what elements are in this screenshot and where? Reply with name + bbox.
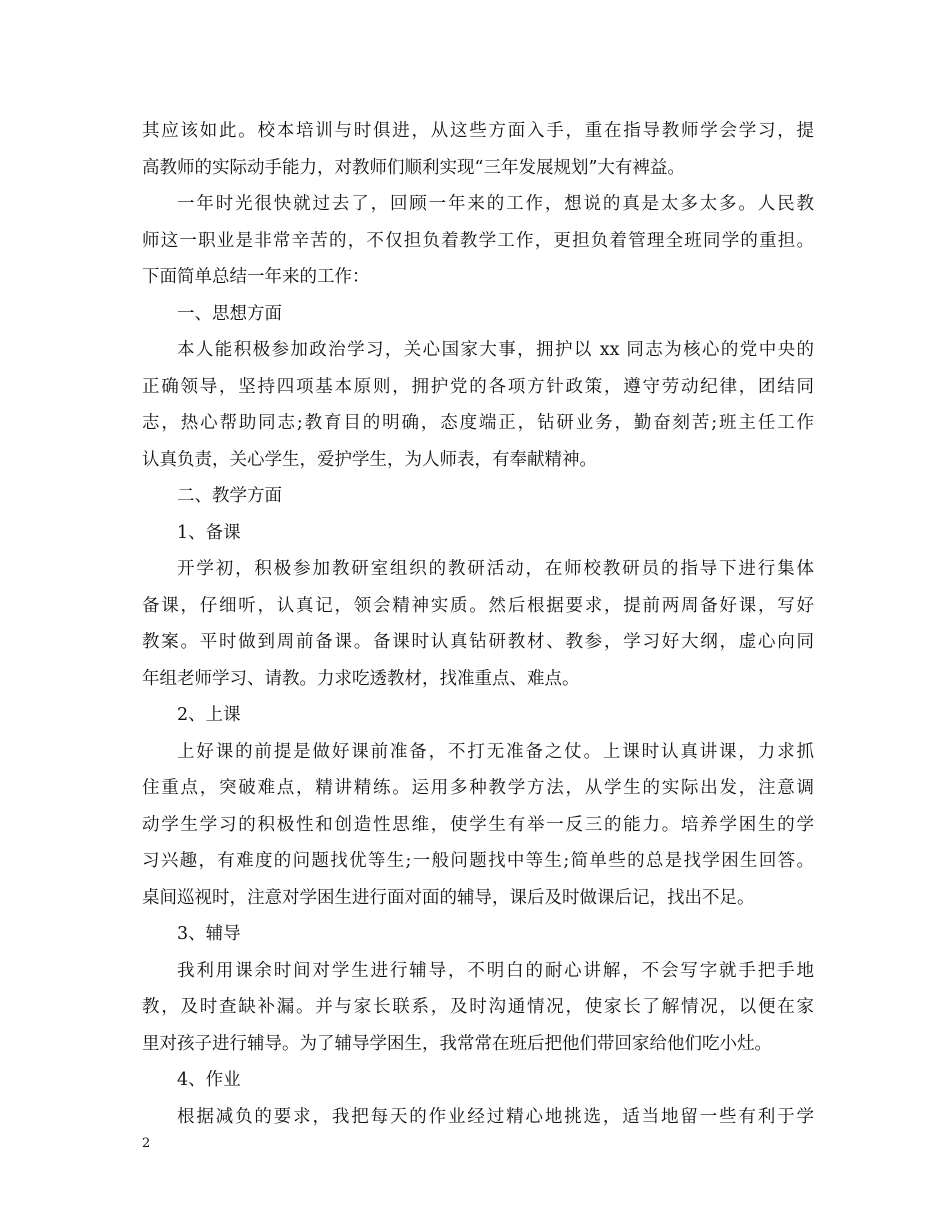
subheading-tutoring: [142, 916, 814, 953]
paragraph-ideology: [142, 332, 814, 478]
text-line: 教，及时查缺补漏。并与家长联系，及时沟通情况，使家长了解情况，以便在家: [142, 997, 814, 1017]
text-line: 上好课的前提是做好课前准备，不打无准备之仗。上课时认真讲课，力求抓: [177, 741, 814, 762]
text-line: 下面简单总结一年来的工作：: [142, 267, 370, 287]
text-line: 师这一职业是非常辛苦的，不仅担负着教学工作，更担负着管理全班同学的重担。: [142, 230, 814, 251]
text-line: 其应该如此。校本培训与时俱进，从这些方面入手，重在指导教师学会学习，提: [142, 121, 814, 141]
text-line: 动学生学习的积极性和创造性思维，使学生有举一反三的能力。培养学困生的学: [142, 814, 814, 835]
heading-line: 1、备课: [177, 522, 241, 543]
heading-line: 4、作业: [177, 1070, 241, 1090]
text-line: 高教师的实际动手能力，对教师们顺利实现“三年发展规划”大有裨益。: [142, 157, 685, 178]
text-line: 住重点，突破难点，精讲精练。运用多种教学方法，从学生的实际出发，注意调: [142, 778, 814, 798]
section-heading-ideology: [142, 296, 814, 333]
paragraph-class: [142, 734, 814, 917]
text-line: 里对孩子进行辅导。为了辅导学困生，我常常在班后把他们带回家给他们吃小灶。: [142, 1033, 772, 1054]
paragraph-lesson-prep: [142, 551, 814, 697]
text-line: 备课，仔细听，认真记，领会精神实质。然后根据要求，提前两周备好课，写好: [142, 595, 814, 616]
heading-line: 2、上课: [177, 705, 241, 725]
text-line: 一年时光很快就过去了，回顾一年来的工作，想说的真是太多太多。人民教: [177, 194, 814, 214]
paragraph-tutoring: [142, 953, 814, 1063]
paragraph-continuation: [142, 113, 814, 186]
paragraph-intro: [142, 186, 814, 296]
text-line: 根据减负的要求，我把每天的作业经过精心地挑选，适当地留一些有利于学: [177, 1106, 814, 1127]
text-line: 志，热心帮助同志;教育目的明确，态度端正，钻研业务，勤奋刻苦;班主任工作: [142, 413, 814, 433]
text-line: 桌间巡视时，注意对学困生进行面对面的辅导，课后及时做课后记，找出不足。: [142, 887, 755, 908]
heading-line: 一、思想方面: [177, 303, 282, 324]
text-line: 本人能积极参加政治学习，关心国家大事，拥护以 xx 同志为核心的党中央的: [177, 340, 814, 360]
text-line: 我利用课余时间对学生进行辅导，不明白的耐心讲解，不会写字就手把手地: [177, 960, 814, 981]
text-line: 认真负责，关心学生，爱护学生，为人师表，有奉献精神。: [142, 449, 597, 470]
text-line: 教案。平时做到周前备课。备课时认真钻研教材、教参，学习好大纲，虚心向同: [142, 632, 814, 652]
subheading-class: [142, 697, 814, 734]
text-line: 习兴趣，有难度的问题找优等生;一般问题找中等生;简单些的总是找学困生回答。: [142, 851, 814, 871]
text-line: 年组老师学习、请教。力求吃透教材，找准重点、难点。: [142, 668, 580, 689]
paragraph-homework: [142, 1099, 814, 1136]
subheading-lesson-prep: [142, 515, 814, 552]
subheading-homework: [142, 1062, 814, 1099]
text-line: 开学初，积极参加教研室组织的教研活动，在师校教研员的指导下进行集体: [177, 559, 814, 579]
section-heading-teaching: [142, 478, 814, 515]
page-number: 2: [142, 1136, 151, 1151]
text-line: 正确领导，坚持四项基本原则，拥护党的各项方针政策，遵守劳动纪律，团结同: [142, 376, 814, 397]
document-body: [142, 113, 814, 1135]
heading-line: 二、教学方面: [177, 486, 282, 506]
heading-line: 3、辅导: [177, 924, 241, 944]
